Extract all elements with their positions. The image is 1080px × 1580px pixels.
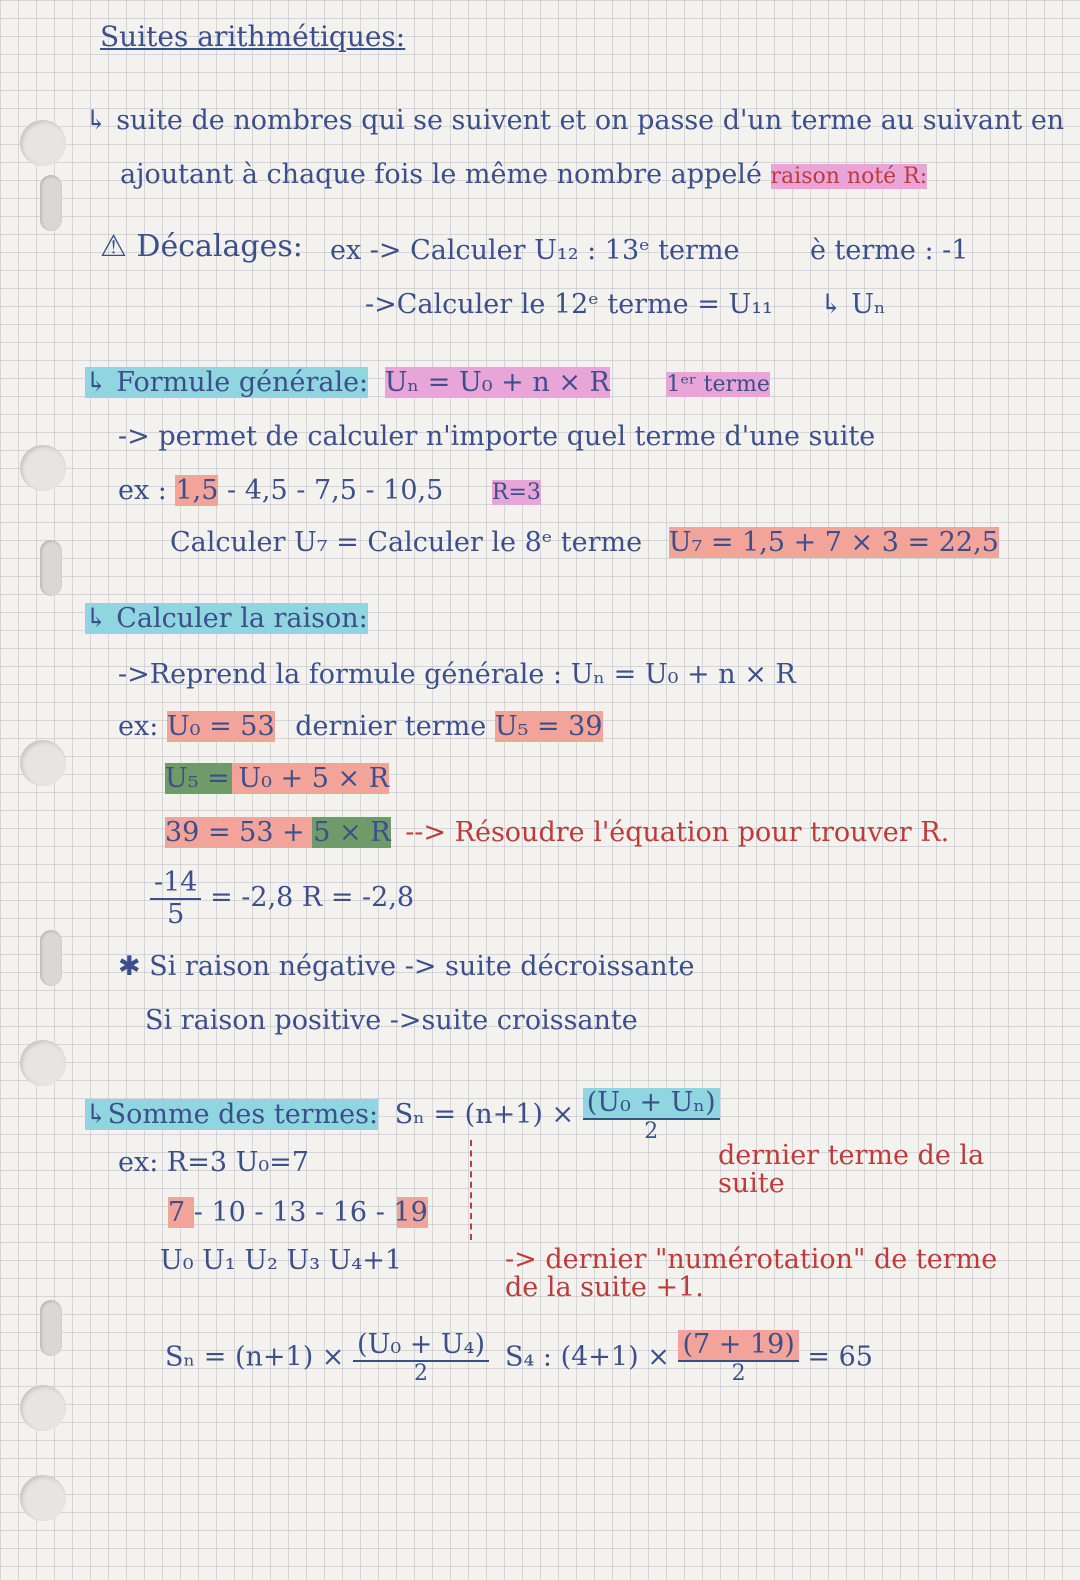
ex-first-term: 1,5 xyxy=(175,475,219,506)
intro-text: ajoutant à chaque fois le même nombre appelé xyxy=(120,159,762,190)
somme-denominator: 2 xyxy=(644,1118,659,1144)
first-term-note: 1ᵉʳ terme xyxy=(666,372,770,397)
formule-formula: Uₙ = U₀ + n × R xyxy=(384,367,610,398)
sequence-values: 7 - 10 - 13 - 16 - 19 xyxy=(168,1197,428,1228)
fraction-denominator: 5 xyxy=(167,898,185,930)
raison-result-value: = -2,8 R = -2,8 xyxy=(210,882,415,914)
formule-calc xyxy=(170,528,999,558)
note-negative: ✱ Si raison négative -> suite décroissante xyxy=(118,951,695,982)
somme-general-formula xyxy=(165,1330,489,1386)
ex-sequence: - 4,5 - 7,5 - 10,5 xyxy=(227,475,444,506)
raison-ex-mid: dernier terme xyxy=(295,711,487,742)
raison-ex-u0: U₀ = 53 xyxy=(166,711,275,742)
decalages-side-note: è terme : -1 xyxy=(810,235,969,266)
raison-ex-u5: U₅ = 39 xyxy=(494,711,603,742)
binder-hole xyxy=(20,1385,66,1431)
somme-heading xyxy=(85,1088,720,1144)
decalages-label: ⚠ Décalages: xyxy=(100,229,303,264)
binder-slot xyxy=(40,930,62,986)
raison-description: ->Reprend la formule générale : Uₙ = U₀ + n × R xyxy=(118,659,796,690)
somme-formula: Sₙ = (n+1) × xyxy=(394,1099,575,1131)
intro-line-2 xyxy=(120,160,927,190)
raison-heading xyxy=(85,604,368,634)
somme-numerator: (U₀ + Uₙ) xyxy=(583,1088,720,1120)
ex-prefix: ex : xyxy=(118,475,167,506)
somme-label: ↳Somme des termes: xyxy=(85,1099,379,1131)
raison-fraction xyxy=(150,868,201,929)
calc-result: U₇ = 1,5 + 7 × 3 = 22,5 xyxy=(668,527,999,558)
binder-slot xyxy=(40,175,62,231)
app-denominator: 2 xyxy=(731,1360,746,1386)
gen-formula-text: Sₙ = (n+1) × xyxy=(165,1341,345,1373)
app-numerator: (7 + 19) xyxy=(678,1330,798,1362)
raison-result xyxy=(150,868,414,929)
raison-eq-1 xyxy=(165,764,389,794)
decalages-example-2: ->Calculer le 12ᵉ terme = U₁₁ xyxy=(365,289,773,320)
decalages-side-un: ↳ Uₙ xyxy=(820,289,886,320)
somme-sequence xyxy=(168,1198,428,1228)
dashed-arrow xyxy=(470,1140,472,1240)
formule-label: ↳ Formule générale: xyxy=(85,367,369,398)
raison-highlight: raison noté R: xyxy=(770,164,928,189)
app-result: = 65 xyxy=(807,1341,873,1373)
raison-ex-prefix: ex: xyxy=(118,711,159,742)
last-term-note: dernier terme de la suite xyxy=(718,1140,985,1200)
eq1-text: U₅ = U₀ + 5 × R xyxy=(165,763,390,794)
binder-hole xyxy=(20,1040,66,1086)
somme-terms xyxy=(160,1246,402,1276)
note-positive: Si raison positive ->suite croissante xyxy=(145,1005,638,1036)
numerotation-note: -> dernier "numérotation" de terme de la suite +1. xyxy=(505,1244,998,1304)
gen-fraction xyxy=(353,1330,489,1386)
term-plus-one: +1 xyxy=(362,1245,403,1276)
raison-label: ↳ Calculer la raison: xyxy=(85,603,368,634)
eq2-description: --> Résoudre l'équation pour trouver R. xyxy=(405,817,950,848)
app-fraction xyxy=(678,1330,798,1386)
raison-example xyxy=(118,712,603,742)
gen-numerator: (U₀ + U₄) xyxy=(353,1330,489,1362)
eq2-text: 39 = 53 + 5 × R xyxy=(165,817,391,848)
app-formula-text: S₄ : (4+1) × xyxy=(505,1341,670,1373)
raison-eq-2 xyxy=(165,818,949,848)
somme-example: ex: R=3 U₀=7 xyxy=(118,1147,309,1178)
somme-application xyxy=(505,1330,873,1386)
binder-hole xyxy=(20,445,66,491)
formule-heading xyxy=(85,368,770,398)
page-title: Suites arithmétiques: xyxy=(100,20,406,53)
binder-slot xyxy=(40,1300,62,1356)
gen-denominator: 2 xyxy=(414,1360,429,1386)
calc-text: Calculer U₇ = Calculer le 8ᵉ terme xyxy=(170,527,643,558)
binder-slot xyxy=(40,540,62,596)
formule-description: -> permet de calculer n'importe quel terme d'une suite xyxy=(118,421,876,452)
binder-hole xyxy=(20,120,66,166)
binder-hole xyxy=(20,740,66,786)
term-indices: U₀ U₁ U₂ U₃ U₄ xyxy=(160,1245,363,1276)
intro-line-1: ↳ suite de nombres qui se suivent et on passe d'un terme au suivant en xyxy=(85,105,1065,136)
somme-fraction xyxy=(583,1088,720,1144)
ex-raison: R=3 xyxy=(491,480,541,505)
formule-example xyxy=(118,476,541,506)
decalages-example-1: ex -> Calculer U₁₂ : 13ᵉ terme xyxy=(330,235,740,266)
binder-hole xyxy=(20,1475,66,1521)
fraction-numerator: -14 xyxy=(150,868,201,900)
